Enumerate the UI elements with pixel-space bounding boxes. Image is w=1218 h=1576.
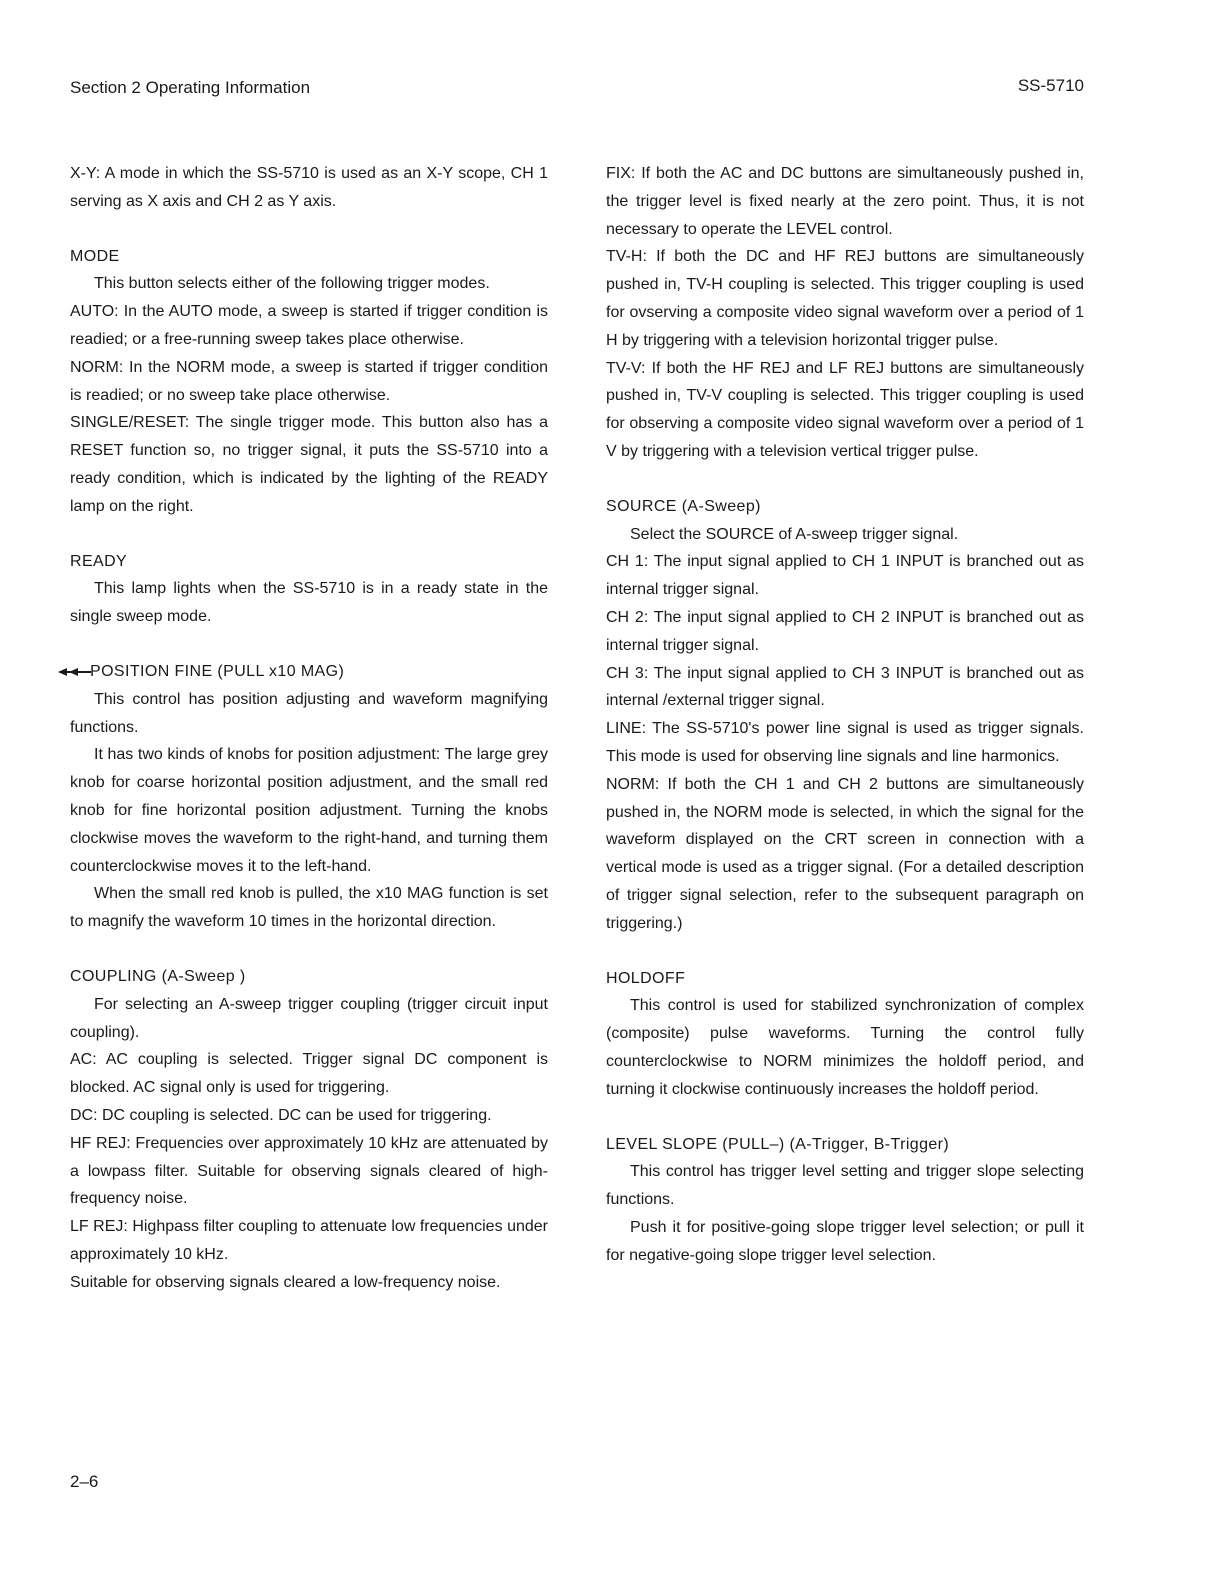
model-number: SS-5710 bbox=[1017, 76, 1084, 95]
paragraph: For selecting an A-sweep trigger coupling (trigger circuit input coupling). bbox=[70, 995, 548, 1041]
paragraph: LF REJ: Highpass filter coupling to attenuate low frequencies under approximately 10 kHz. bbox=[70, 1218, 548, 1263]
paragraph: This control is used for stabilized synchronization of complex (composite) pulse waveforms. Turning the control fully counterclockwise to NORM minimizes the holdoff period, and turning it clockwise continuously increases the holdoff period. bbox=[606, 997, 1084, 1098]
xy-mode-section bbox=[70, 160, 548, 216]
paragraph: LINE: The SS-5710's power line signal is used as trigger signals. This mode is used for observing line signals and line harmonics. bbox=[606, 720, 1084, 765]
section-heading: POSITION FINE (PULL x10 MAG) bbox=[90, 662, 345, 680]
mode-section bbox=[70, 243, 548, 521]
paragraph: SINGLE/RESET: The single trigger mode. This button also has a RESET function so, no trigger signal, it puts the SS-5710 into a ready condition, which is indicated by the lighting of the READY lamp on the right. bbox=[70, 414, 548, 515]
paragraph: AUTO: In the AUTO mode, a sweep is started if trigger condition is readied; or a free-running sweep takes place otherwise. bbox=[70, 303, 548, 348]
paragraph: HF REJ: Frequencies over approximately 10 kHz are attenuated by a lowpass filter. Suitable for observing signals cleared of high-frequency noise. bbox=[70, 1134, 548, 1208]
paragraph: It has two kinds of knobs for position adjustment: The large grey knob for coarse horizontal position adjustment, and the small red knob for fine horizontal position adjustment. Turning the knobs clockwise moves the waveform to the right-hand, and turning them counterclockwise moves it to the left-hand. bbox=[70, 746, 548, 875]
paragraph: When the small red knob is pulled, the x10 MAG function is set to magnify the waveform 10 times in the horizontal direction. bbox=[70, 885, 548, 931]
section-heading: READY bbox=[70, 552, 128, 570]
paragraph: CH 2: The input signal applied to CH 2 INPUT is branched out as internal trigger signal. bbox=[606, 608, 1084, 654]
paragraph: This button selects either of the following trigger modes. bbox=[94, 275, 490, 293]
paragraph: This control has trigger level setting and trigger slope selecting functions. bbox=[606, 1163, 1084, 1209]
paragraph: NORM: In the NORM mode, a sweep is started if trigger condition is readied; or no sweep take place otherwise. bbox=[70, 358, 548, 404]
left-column bbox=[70, 160, 548, 1296]
section-heading: HOLDOFF bbox=[606, 969, 686, 987]
paragraph: This lamp lights when the SS-5710 is in a ready state in the single sweep mode. bbox=[70, 580, 548, 626]
section-heading: SOURCE (A-Sweep) bbox=[606, 497, 761, 515]
paragraph: FIX: If both the AC and DC buttons are simultaneously pushed in, the trigger level is fixed nearly at the zero point. Thus, it is not necessary to operate the LEVEL control. bbox=[606, 165, 1084, 238]
paragraph: NORM: If both the CH 1 and CH 2 buttons are simultaneously pushed in, the NORM mode is selected, in which the signal for the waveform displayed on the CRT screen in connection with a vertical mode is used as a trigger signal. (For a detailed description of trigger signal selection, refer to the subsequent paragraph on triggering.) bbox=[606, 775, 1084, 932]
paragraph: TV-H: If both the DC and HF REJ buttons are simultaneously pushed in, TV-H coupling is selected. This trigger coupling is used for ovserving a composite video signal waveform over a period of 1 H by triggering with a television horizontal trigger pulse. bbox=[606, 248, 1084, 349]
holdoff-section bbox=[606, 965, 1084, 1104]
paragraph: Select the SOURCE of A-sweep trigger signal. bbox=[630, 525, 959, 543]
double-arrow-icon bbox=[58, 667, 92, 677]
right-column bbox=[606, 160, 1084, 1269]
level-slope-section bbox=[606, 1131, 1084, 1270]
section-heading: MODE bbox=[70, 247, 120, 265]
paragraph: This control has position adjusting and waveform magnifying functions. bbox=[70, 690, 548, 736]
paragraph: DC: DC coupling is selected. DC can be used for triggering. bbox=[70, 1106, 492, 1124]
paragraph: Push it for positive-going slope trigger level selection; or pull it for negative-going slope trigger level selection. bbox=[606, 1218, 1084, 1264]
section-heading: LEVEL SLOPE (PULL–) (A-Trigger, B-Trigger) bbox=[606, 1135, 950, 1153]
ready-section bbox=[70, 548, 548, 631]
position-fine-section bbox=[70, 658, 548, 936]
page-number: 2–6 bbox=[70, 1472, 99, 1491]
paragraph: CH 3: The input signal applied to CH 3 INPUT is branched out as internal /external trigger signal. bbox=[606, 664, 1084, 710]
paragraph: Suitable for observing signals cleared a low-frequency noise. bbox=[70, 1273, 501, 1291]
section-title: Section 2 Operating Information bbox=[70, 78, 311, 97]
paragraph: X-Y: A mode in which the SS-5710 is used as an X-Y scope, CH 1 serving as X axis and CH 2 as Y axis. bbox=[70, 165, 548, 210]
source-section bbox=[606, 493, 1084, 938]
page-header bbox=[70, 78, 1084, 102]
paragraph: TV-V: If both the HF REJ and LF REJ buttons are simultaneously pushed in, TV-V coupling is selected. This trigger coupling is used for observing a composite video signal waveform over a period of 1 V by triggering with a television vertical trigger pulse. bbox=[606, 359, 1084, 460]
section-heading: COUPLING (A-Sweep ) bbox=[70, 967, 246, 985]
coupling-section bbox=[70, 963, 548, 1297]
coupling-continued-section bbox=[606, 160, 1084, 466]
section-heading-row bbox=[70, 658, 548, 686]
paragraph: AC: AC coupling is selected. Trigger signal DC component is blocked. AC signal only is used for triggering. bbox=[70, 1051, 548, 1097]
paragraph: CH 1: The input signal applied to CH 1 INPUT is branched out as internal trigger signal. bbox=[606, 553, 1084, 599]
